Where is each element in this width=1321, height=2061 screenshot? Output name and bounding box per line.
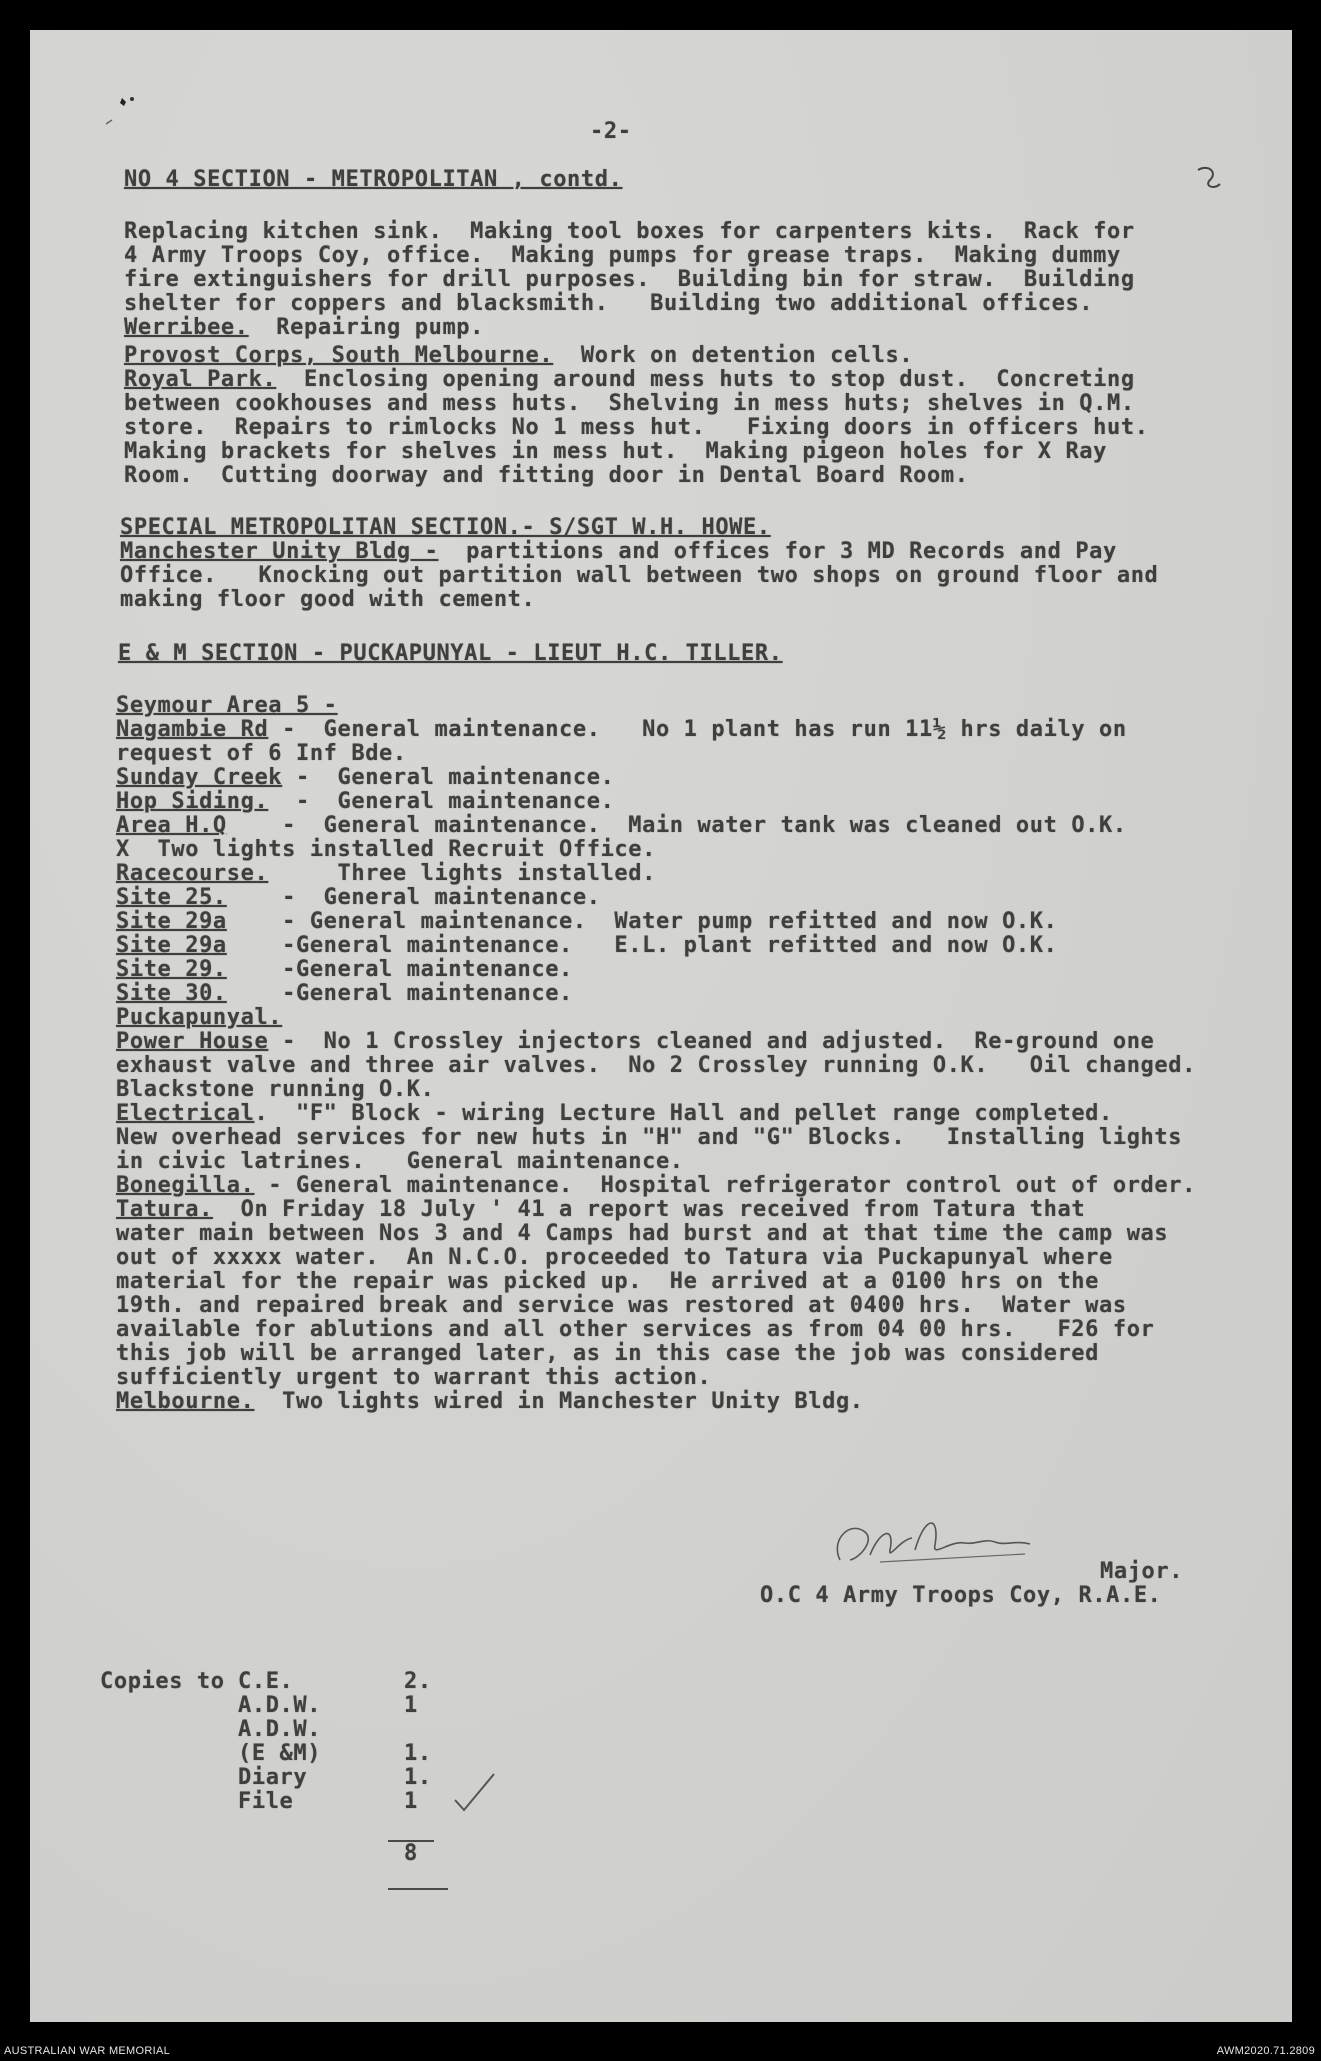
body-line: Replacing kitchen sink. Making tool boxes for carpenters kits. Rack for [124, 219, 1135, 244]
copy-count: 1 [404, 1693, 418, 1718]
entry-label: Sunday Creek [116, 765, 283, 790]
entry-text: - General maintenance. Hospital refrigerator control out of order. [254, 1173, 1196, 1198]
body-line: 4 Army Troops Coy, office. Making pumps for grease traps. Making dummy [124, 243, 1121, 268]
copy-recipient: A.D.W. [238, 1693, 322, 1718]
entry-line [116, 1222, 1168, 1246]
entry-text: - General maintenance. [282, 765, 615, 790]
entry-label: Site 29a [116, 933, 227, 958]
entry-text: - No 1 Crossley injectors cleaned and adjusted. Re-ground one [268, 1029, 1155, 1054]
entry-line [116, 1054, 1196, 1078]
body-line: Making brackets for shelves in mess hut. Making pigeon holes for X Ray [124, 439, 1108, 464]
entry-label: Provost Corps, South Melbourne. [124, 343, 554, 368]
document-page [30, 30, 1292, 2022]
entry-line [116, 1318, 1154, 1342]
entry-text: Work on detention cells. [553, 343, 914, 368]
entry-label: Racecourse. [116, 861, 269, 886]
signature-unit: O.C 4 Army Troops Coy, R.A.E. [760, 1583, 1162, 1608]
entry-line [116, 1294, 1127, 1318]
entry-werribee [124, 316, 484, 340]
entry-text: water main between Nos 3 and 4 Camps had burst and at that time the camp was [116, 1221, 1169, 1246]
copies-label: Copies to [100, 1669, 225, 1694]
entry-label: Area H.Q [116, 813, 227, 838]
entry-text: - General maintenance. Main water tank was cleaned out O.K. [226, 813, 1127, 838]
body-line: between cookhouses and mess huts. Shelving in mess huts; shelves in Q.M. [124, 391, 1135, 416]
entry-line [116, 934, 1057, 958]
entry-text: - General maintenance. Water pump refitted and now O.K. [226, 909, 1058, 934]
checkmark-icon [450, 1770, 500, 1815]
total-rule-bottom [388, 1888, 448, 1890]
entry-line [116, 718, 1127, 742]
copy-count: 1 [404, 1789, 418, 1814]
entry-line [116, 742, 407, 766]
entry-line [116, 1102, 1113, 1126]
entry-label: Site 29. [116, 957, 227, 982]
entry-line [116, 1078, 434, 1102]
entry-text: X Two lights installed Recruit Office. [116, 837, 656, 862]
copy-recipient: (E &M) [238, 1741, 322, 1766]
entry-text: - General maintenance. [268, 789, 615, 814]
entry-label: Nagambie Rd [116, 717, 269, 742]
entry-label: Melbourne. [116, 1389, 255, 1414]
entry-text: material for the repair was picked up. He arrived at a 0100 hrs on the [116, 1269, 1100, 1294]
pencil-mark-icon [1190, 160, 1230, 195]
signature-rank: Major. [1100, 1559, 1184, 1584]
entry-line [116, 982, 573, 1006]
entry-text: - General maintenance. No 1 plant has run 11½ hrs daily on [268, 717, 1127, 742]
copy-count: 1. [404, 1765, 432, 1790]
entry-text: out of xxxxx water. An N.C.O. proceeded to Tatura via Puckapunyal where [116, 1245, 1113, 1270]
entry-line [116, 814, 1127, 838]
entry-label: Site 29a [116, 909, 227, 934]
body-line: store. Repairs to rimlocks No 1 mess hut. Fixing doors in officers hut. [124, 415, 1149, 440]
entry-text: -General maintenance. [226, 981, 573, 1006]
entry-line [116, 838, 656, 862]
entry-line [116, 1366, 711, 1390]
entry-manchester [120, 540, 1117, 564]
entry-text: On Friday 18 July ' 41 a report was received from Tatura that [212, 1197, 1086, 1222]
entry-text: - General maintenance. [226, 885, 601, 910]
copies-total: 8 [404, 1841, 418, 1866]
entry-label: Manchester Unity Bldg - [120, 539, 439, 564]
entry-label: Tatura. [116, 1197, 213, 1222]
entry-label: Puckapunyal. [116, 1005, 283, 1030]
entry-line [116, 862, 656, 886]
entry-text: available for ablutions and all other services as from 04 00 hrs. F26 for [116, 1317, 1155, 1342]
entry-label: Werribee. [124, 315, 249, 340]
body-line: Office. Knocking out partition wall between two shops on ground floor and [120, 563, 1159, 588]
entry-label: Power House [116, 1029, 269, 1054]
entry-royal-park [124, 368, 1135, 392]
copy-count: 2. [404, 1669, 432, 1694]
entry-text: request of 6 Inf Bde. [116, 741, 407, 766]
body-line: fire extinguishers for drill purposes. Building bin for straw. Building [124, 267, 1135, 292]
entry-text: Three lights installed. [268, 861, 656, 886]
handwritten-signature [820, 1510, 1050, 1580]
entry-line [116, 1150, 684, 1174]
entry-line [116, 910, 1057, 934]
entry-text: partitions and offices for 3 MD Records and Pay [438, 539, 1117, 564]
entry-text: -General maintenance. E.L. plant refitted and now O.K. [226, 933, 1058, 958]
entry-text: 19th. and repaired break and service was restored at 0400 hrs. Water was [116, 1293, 1127, 1318]
entry-label: Bonegilla. [116, 1173, 255, 1198]
entry-label: Electrical [116, 1101, 255, 1126]
entry-line [116, 790, 614, 814]
entry-label: Hop Siding. [116, 789, 269, 814]
section-heading-metropolitan: NO 4 SECTION - METROPOLITAN , contd. [124, 167, 623, 192]
copy-recipient: Diary [238, 1765, 308, 1790]
area-heading-seymour: Seymour Area 5 - [116, 693, 338, 718]
copy-recipient: File [238, 1789, 294, 1814]
entry-text: Enclosing opening around mess huts to stop dust. Concreting [276, 367, 1135, 392]
entry-text: in civic latrines. General maintenance. [116, 1149, 684, 1174]
page-number: -2- [590, 119, 632, 144]
entry-line [116, 1270, 1099, 1294]
entry-text: exhaust valve and three air valves. No 2 Crossley running O.K. Oil changed. [116, 1053, 1196, 1078]
entry-line [116, 886, 601, 910]
entry-provost [124, 344, 913, 368]
entry-label: Royal Park. [124, 367, 277, 392]
body-line: Room. Cutting doorway and fitting door in Dental Board Room. [124, 463, 969, 488]
copy-recipient: A.D.W. [238, 1717, 322, 1742]
entry-line [116, 1126, 1182, 1150]
entry-text: Repairing pump. [248, 315, 484, 340]
ink-mark-icon [100, 90, 140, 130]
entry-line [116, 1006, 282, 1030]
entry-line [116, 1246, 1113, 1270]
entry-text: this job will be arranged later, as in this case the job was considered [116, 1341, 1100, 1366]
entry-line [116, 1390, 864, 1414]
entry-line [116, 1174, 1196, 1198]
entry-line [116, 1030, 1154, 1054]
entry-text: Blackstone running O.K. [116, 1077, 435, 1102]
entry-label: Site 25. [116, 885, 227, 910]
entry-text: sufficiently urgent to warrant this action. [116, 1365, 712, 1390]
body-line: making floor good with cement. [120, 587, 536, 612]
entry-text: . "F" Block - wiring Lecture Hall and pellet range completed. [254, 1101, 1113, 1126]
section-heading-em-puckapunyal: E & M SECTION - PUCKAPUNYAL - LIEUT H.C. TILLER. [118, 641, 783, 666]
entry-line [116, 766, 614, 790]
entry-text: Two lights wired in Manchester Unity Bldg. [254, 1389, 864, 1414]
copy-count: 1. [404, 1741, 432, 1766]
entry-text: New overhead services for new huts in "H" and "G" Blocks. Installing lights [116, 1125, 1183, 1150]
entry-line [116, 958, 573, 982]
entry-line [116, 1198, 1085, 1222]
section-heading-special-metropolitan: SPECIAL METROPOLITAN SECTION.- S/SGT W.H. HOWE. [120, 515, 771, 540]
footer-institution: AUSTRALIAN WAR MEMORIAL [4, 2045, 171, 2057]
copy-recipient: C.E. [238, 1669, 294, 1694]
body-line: shelter for coppers and blacksmith. Building two additional offices. [124, 291, 1094, 316]
entry-line [116, 1342, 1099, 1366]
footer-accession-number: AWM2020.71.2809 [1216, 2045, 1315, 2057]
entry-text: -General maintenance. [226, 957, 573, 982]
entry-label: Site 30. [116, 981, 227, 1006]
